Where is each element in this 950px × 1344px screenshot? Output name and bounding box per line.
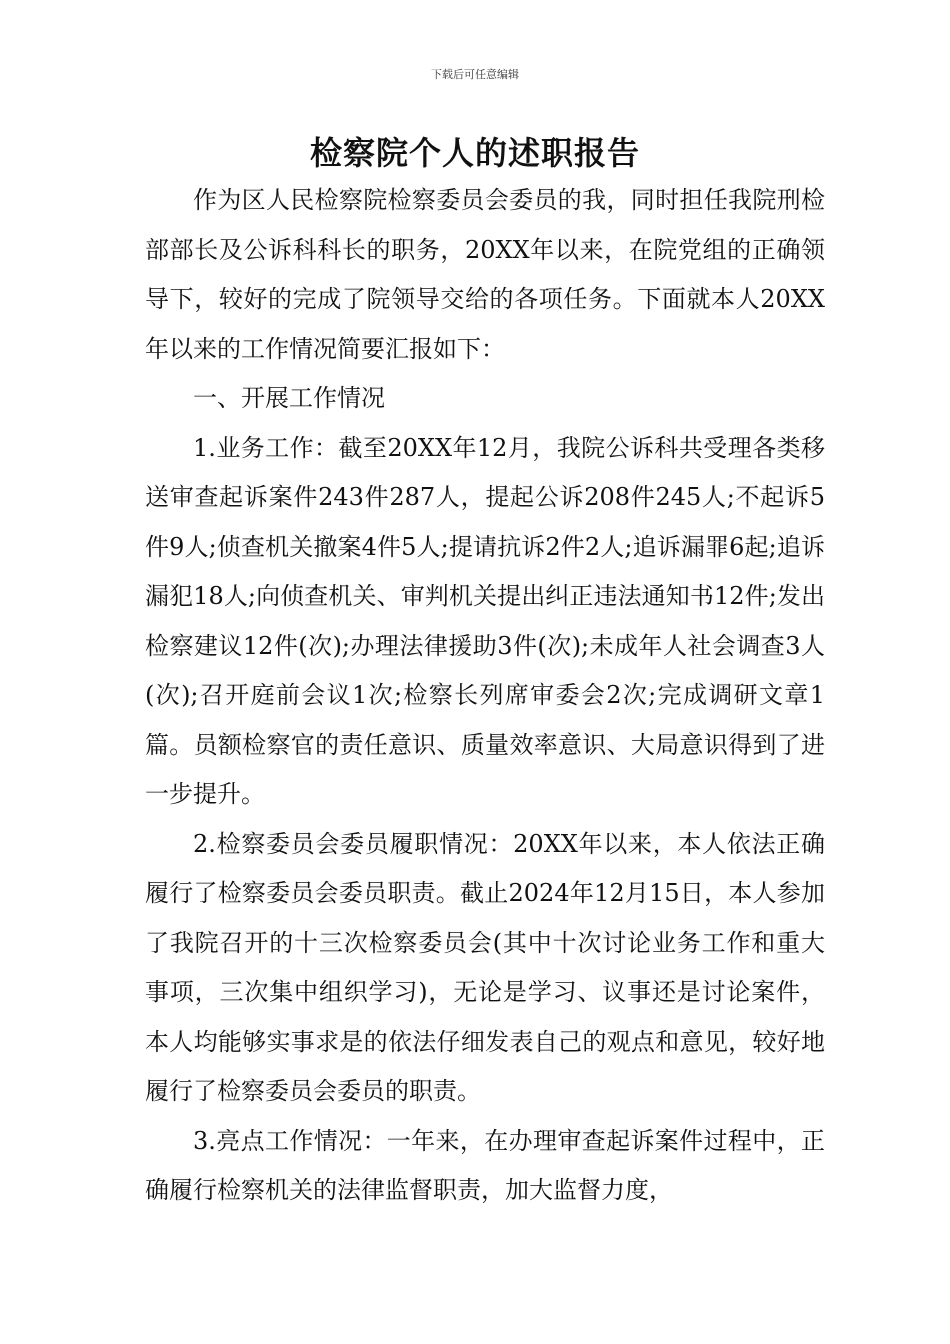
document-title: 检察院个人的述职报告 bbox=[309, 134, 640, 172]
paragraph-highlights: 3.亮点工作情况：一年来，在办理审查起诉案件过程中，正确履行检察机关的法律监督职责，加大监督力度， bbox=[145, 1126, 825, 1204]
header-note: 下载后可任意编辑 bbox=[431, 68, 519, 81]
paragraph-committee-duty: 2.检察委员会委员履职情况：20XX年以来，本人依法正确履行了检察委员会委员职责。截止2024年12月15日，本人参加了我院召开的十三次检察委员会(其中十次讨论业务工作和重大事项，三次集中组织学习)，无论是学习、议事还是讨论案件，本人均能够实事求是的依法仔细发表自己的观点和意见，较好地履行了检察委员会委员的职责。 bbox=[145, 829, 825, 1105]
document-body bbox=[145, 176, 825, 1216]
section-heading-1: 一、开展工作情况 bbox=[193, 384, 385, 412]
paragraph-intro: 作为区人民检察院检察委员会委员的我，同时担任我院刑检部部长及公诉科科长的职务，20XX年以来，在院党组的正确领导下，较好的完成了院领导交给的各项任务。下面就本人20XX年以来的工作情况简要汇报如下： bbox=[145, 186, 825, 363]
paragraph-business-work: 1.业务工作：截至20XX年12月，我院公诉科共受理各类移送审查起诉案件243件287人，提起公诉208件245人;不起诉5件9人;侦查机关撤案4件5人;提请抗诉2件2人;追诉漏罪6起;追诉漏犯18人;向侦查机关、审判机关提出纠正违法通知书12件;发出检察建议12件(次);办理法律援助3件(次);未成年人社会调查3人(次);召开庭前会议1次;检察长列席审委会2次;完成调研文章1篇。员额检察官的责任意识、质量效率意识、大局意识得到了进一步提升。 bbox=[145, 433, 825, 808]
